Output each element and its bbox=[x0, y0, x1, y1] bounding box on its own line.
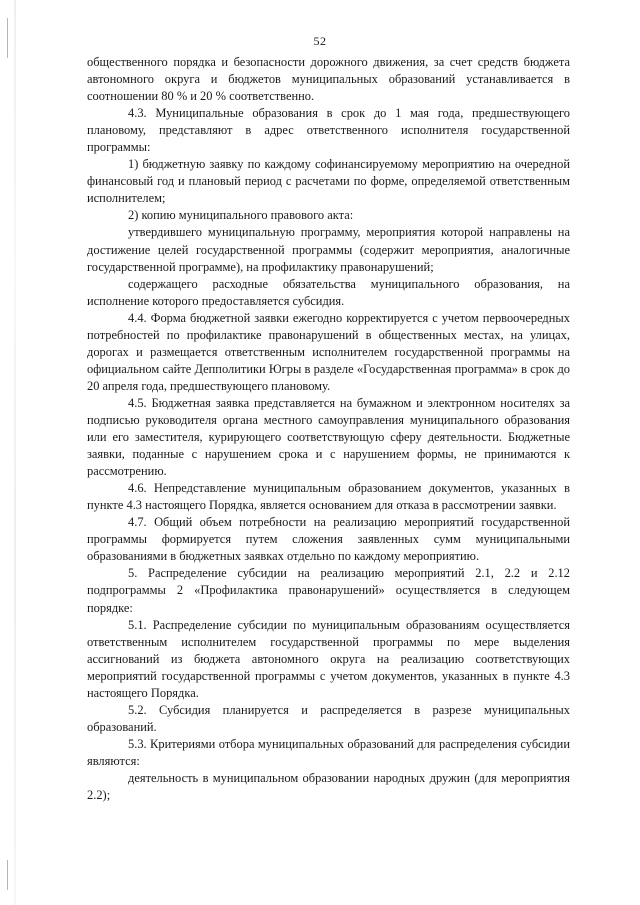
paragraph: общественного порядка и безопасности дорожного движения, за счет средств бюджета автономного округа и бюджетов муниципальных образований устанавливается в соотношении 80 % и 20 % соответственно. bbox=[87, 55, 570, 104]
scan-mark bbox=[7, 860, 8, 890]
page-number: 52 bbox=[313, 34, 327, 48]
scan-edge-shadow bbox=[14, 0, 16, 905]
paragraph: утвердившего муниципальную программу, мероприятия которой направлены на достижение целей государственной программы (содержит мероприятия, аналогичные государственной программе), на профилактику правонарушений; bbox=[87, 225, 570, 274]
paragraph: 2) копию муниципального правового акта: bbox=[128, 208, 354, 223]
paragraph: деятельность в муниципальном образовании народных дружин (для мероприятия 2.2); bbox=[87, 770, 570, 803]
paragraph: 5. Распределение субсидии на реализацию мероприятий 2.1, 2.2 и 2.12 подпрограммы 2 «Профилактика правонарушений» осуществляется в следующем порядке: bbox=[87, 566, 570, 615]
paragraph: 5.1. Распределение субсидии по муниципальным образованиям осуществляется ответственным исполнителем государственной программы по мере выделения ассигнований из бюджета автономного округа на реализацию соответствующих мероприятий государственной программы с учетом документов, указанных в пункте 4.3 настоящего Порядка. bbox=[87, 617, 570, 700]
paragraph: содержащего расходные обязательства муниципального образования, на исполнение которого предоставляется субсидия. bbox=[87, 276, 570, 308]
paragraph: 1) бюджетную заявку по каждому софинансируемому мероприятию на очередной финансовый год и плановый период с расчетами по форме, определяемой ответственным исполнителем; bbox=[87, 157, 570, 206]
paragraph: 4.3. Муниципальные образования в срок до 1 мая года, предшествующего плановому, представляют в адрес ответственного исполнителя государственной программы: bbox=[87, 106, 570, 155]
document-body bbox=[87, 54, 570, 804]
paragraph: 5.2. Субсидия планируется и распределяется в разрезе муниципальных образований. bbox=[87, 702, 570, 734]
paragraph: 4.7. Общий объем потребности на реализацию мероприятий государственной программы формируется путем сложения заявленных сумм муниципальными образованиями в бюджетных заявках отдельно по каждому мероприятию. bbox=[87, 515, 570, 564]
paragraph: 4.6. Непредставление муниципальным образованием документов, указанных в пункте 4.3 настоящего Порядка, является основанием для отказа в рассмотрении заявки. bbox=[87, 481, 570, 513]
paragraph: 4.5. Бюджетная заявка представляется на бумажном и электронном носителях за подписью руководителя органа местного самоуправления муниципального образования или его заместителя, курирующего соответствующую сферу деятельности. Бюджетные заявки, поданные с нарушением срока и с нарушением формы, не принимаются к рассмотрению. bbox=[87, 395, 570, 479]
paragraph: 5.3. Критериями отбора муниципальных образований для распределения субсидии являются: bbox=[87, 736, 570, 768]
paragraph: 4.4. Форма бюджетной заявки ежегодно корректируется с учетом первоочередных потребностей по профилактике правонарушений в общественных местах, на улицах, дорогах и размещается ответственным исполнителем государственной программы на официальном сайте Депполитики Югры в разделе «Государственная программа» в срок до 20 апреля года, предшествующего плановому. bbox=[87, 310, 570, 393]
